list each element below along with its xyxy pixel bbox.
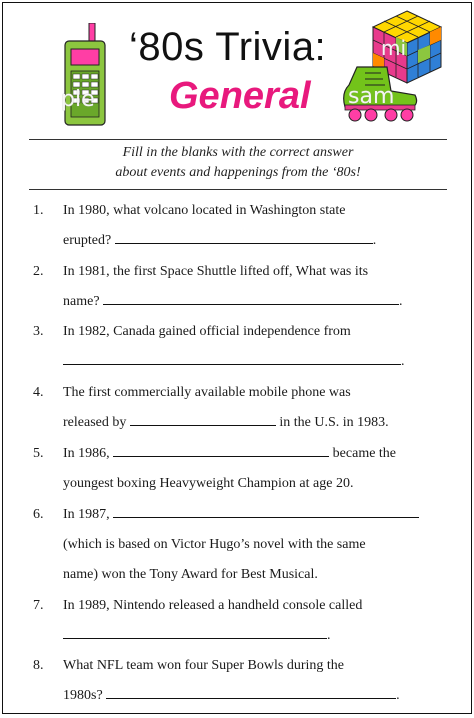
answer-blank[interactable] bbox=[113, 501, 419, 518]
answer-blank[interactable] bbox=[106, 682, 396, 699]
header bbox=[3, 3, 471, 133]
question-text: The first commercially available mobile phone was bbox=[63, 385, 351, 400]
watermark-text: ple bbox=[61, 87, 95, 112]
question-text: in the U.S. in 1983. bbox=[279, 415, 389, 430]
question-number: 6. bbox=[33, 507, 44, 522]
question-text: In 1982, Canada gained official independence from bbox=[63, 324, 351, 339]
question-text: . bbox=[372, 233, 377, 248]
question-text: erupted? bbox=[63, 233, 112, 248]
question-text: In 1986, bbox=[63, 446, 110, 461]
instructions-line-1: Fill in the blanks with the correct answer bbox=[122, 145, 354, 160]
question-number: 7. bbox=[33, 598, 44, 613]
question-1 bbox=[33, 196, 443, 256]
divider-top bbox=[29, 139, 447, 140]
question-text: (which is based on Victor Hugo’s novel with the same bbox=[63, 537, 366, 552]
question-number: 1. bbox=[33, 203, 44, 218]
question-text: . bbox=[327, 628, 331, 643]
question-7 bbox=[33, 591, 443, 651]
watermark-text: sam bbox=[348, 84, 395, 109]
divider-bottom bbox=[29, 189, 447, 190]
question-text: In 1981, the first Space Shuttle lifted off, What was its bbox=[63, 264, 369, 279]
question-2 bbox=[33, 257, 443, 317]
title-line-2: General bbox=[169, 75, 311, 117]
question-text: became the bbox=[332, 446, 397, 461]
question-text: In 1980, what volcano located in Washington state bbox=[63, 203, 346, 218]
question-5 bbox=[33, 439, 443, 499]
answer-blank[interactable] bbox=[113, 440, 329, 457]
question-4 bbox=[33, 378, 443, 438]
instructions bbox=[29, 143, 447, 183]
question-number: 8. bbox=[33, 658, 44, 673]
question-number: 4. bbox=[33, 385, 44, 400]
question-text: name? bbox=[63, 294, 100, 309]
question-text: In 1987, bbox=[63, 507, 110, 522]
answer-blank[interactable] bbox=[63, 622, 327, 639]
worksheet-page bbox=[2, 2, 472, 714]
question-text: name) won the Tony Award for Best Musical. bbox=[63, 567, 318, 582]
question-number: 2. bbox=[33, 264, 44, 279]
question-text: released by bbox=[63, 415, 127, 430]
answer-blank[interactable] bbox=[63, 348, 401, 365]
question-3 bbox=[33, 317, 443, 377]
question-text: youngest boxing Heavyweight Champion at age 20. bbox=[63, 476, 354, 491]
question-text: . bbox=[396, 688, 400, 703]
watermark-text: mi bbox=[381, 36, 407, 60]
question-text: . bbox=[399, 294, 403, 309]
answer-blank[interactable] bbox=[130, 409, 276, 426]
question-number: 5. bbox=[33, 446, 44, 461]
title-line-1: ‘80s Trivia: bbox=[129, 25, 327, 69]
question-text: . bbox=[401, 354, 405, 369]
question-text: 1980s? bbox=[63, 688, 103, 703]
question-text: In 1989, Nintendo released a handheld console called bbox=[63, 598, 363, 613]
question-8 bbox=[33, 651, 443, 711]
question-text: What NFL team won four Super Bowls during the bbox=[63, 658, 344, 673]
question-number: 3. bbox=[33, 324, 44, 339]
answer-blank[interactable] bbox=[115, 227, 373, 244]
answer-blank[interactable] bbox=[103, 288, 399, 305]
instructions-line-2: about events and happenings from the ‘80s! bbox=[115, 165, 361, 180]
question-6 bbox=[33, 500, 443, 590]
